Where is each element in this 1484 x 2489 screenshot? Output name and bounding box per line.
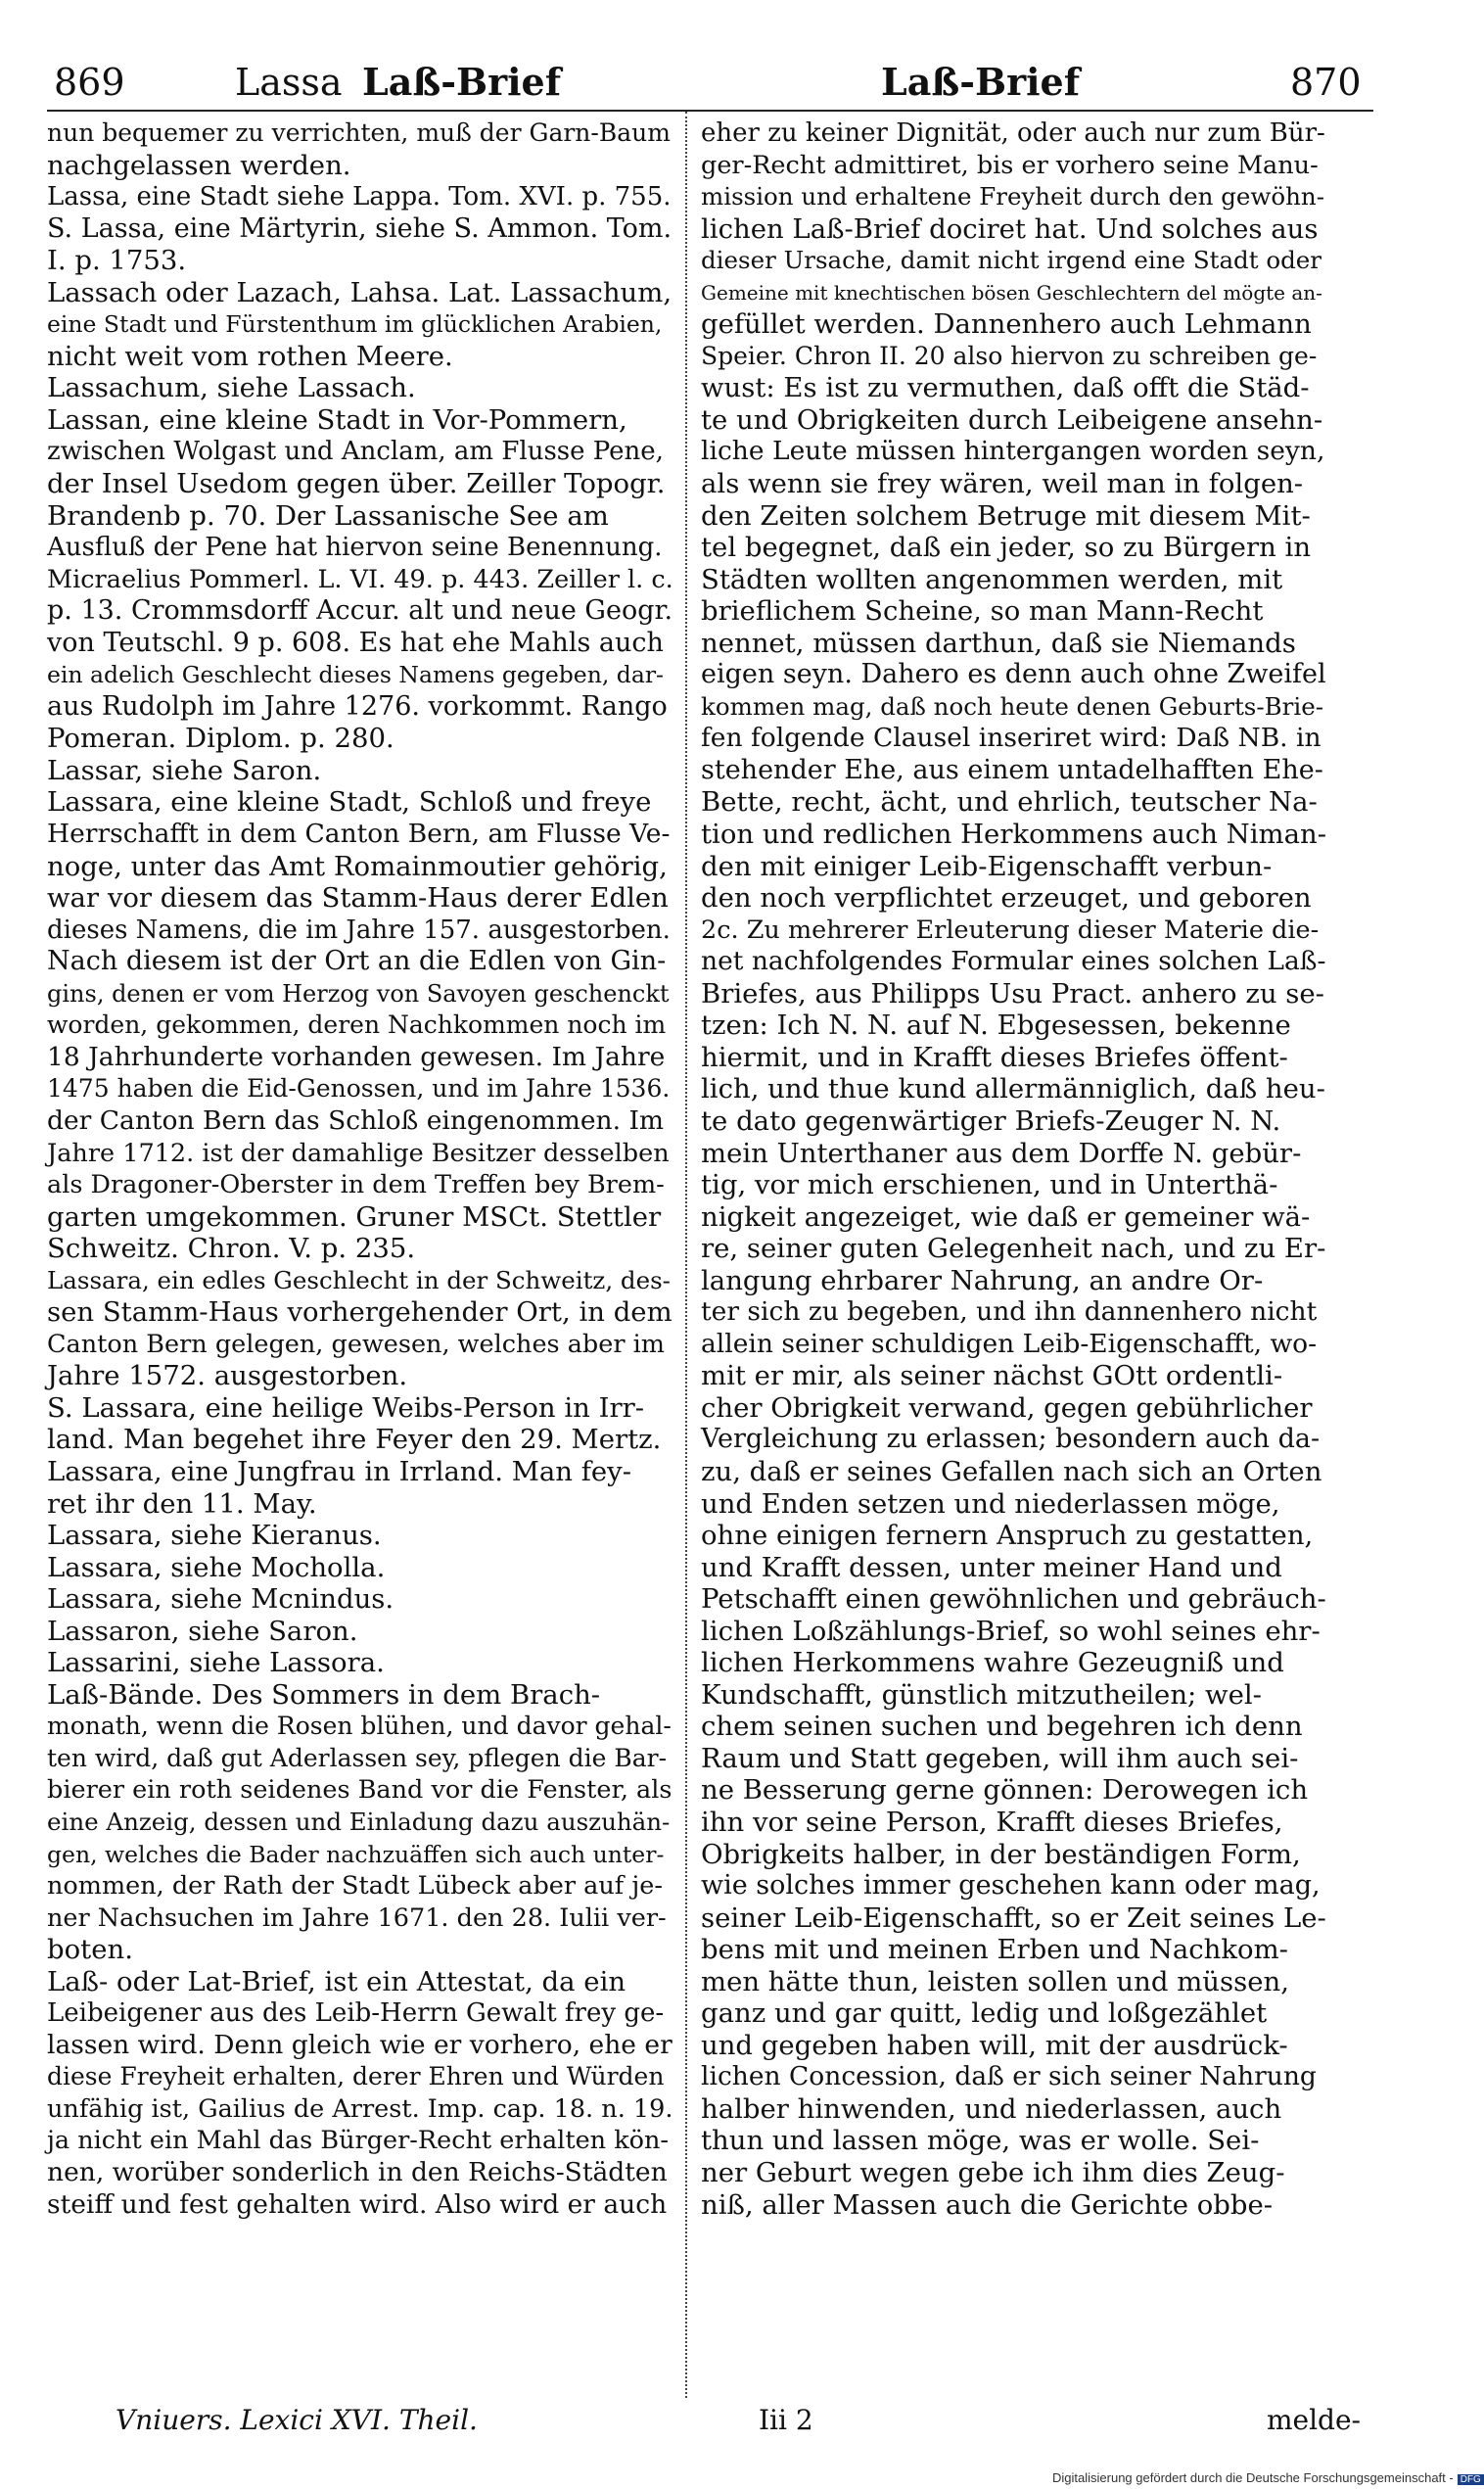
text-line: te und Obrigkeiten durch Leibeigene ansehn- [701,403,1323,436]
text-line: wie solches immer geschehen kann oder mag, [701,1870,1321,1902]
catchword: melde- [1266,2404,1361,2436]
running-title-right: Laß-Brief [881,60,1081,104]
text-line: eine Stadt und Fürstenthum im glücklichen Arabien, [47,310,663,339]
text-line: hiermit, und in Krafft dieses Briefes öffent- [701,1041,1288,1073]
text-line: ihn vor seine Person, Krafft dieses Briefes, [701,1806,1283,1838]
text-line: lassen wird. Denn gleich wie er vorhero, ehe er [47,2029,672,2060]
column-divider [685,112,687,2398]
text-line: fen folgende Clausel inseriret wird: Daß NB. in [701,723,1322,754]
running-title-left: Laß-Brief [362,60,562,104]
text-line: Raum und Statt gegeben, will ihm auch sei- [701,1742,1299,1774]
text-line: Jahre 1572. ausgestorben. [47,1360,408,1392]
text-line: als Dragoner-Oberster in dem Treffen bey Brem- [47,1170,665,1200]
text-line: ohne einigen fernern Anspruch zu gestatten, [701,1520,1314,1552]
text-line: ter sich zu begeben, und ihn dannenhero nicht [701,1296,1318,1328]
text-line: Kundschafft, günstlich mitzutheilen; wel- [701,1678,1262,1711]
dfg-logo: DFG [1458,2474,1484,2485]
text-line: Briefes, aus Philipps Usu Pract. anhero zu se- [701,977,1324,1010]
text-line: S. Lassa, eine Märtyrin, siehe S. Ammon. Tom. [47,212,672,244]
text-line: eine Anzeig, dessen und Einladung dazu auszuhän- [47,1807,671,1836]
text-line: gins, denen er vom Herzog von Savoyen geschenckt [47,979,670,1008]
text-line: zu, daß er seines Gefallen nach sich an Orten [701,1455,1322,1487]
text-line: diese Freyheit erhalten, derer Ehren und Würden [47,2062,665,2091]
text-line: tig, vor mich erschienen, und in Unterthä- [701,1169,1278,1201]
text-line: wust: Es ist zu vermuthen, daß offt die Städ- [701,372,1310,404]
digitization-credit [1052,2470,1484,2485]
text-line: Städten wollten angenommen werden, mit [701,563,1283,595]
left-column [47,117,673,2221]
text-line: lichen Herkommens wahre Gezeugniß und [701,1647,1284,1679]
text-line: thun und lassen möge, was er wolle. Sei- [701,2125,1260,2157]
text-line: Lassan, eine kleine Stadt in Vor-Pommern, [47,403,627,436]
text-line: stehender Ehe, aus einem untadelhafften Ehe- [701,754,1323,785]
text-line: steiff und fest gehalten wird. Also wird er auch [47,2188,668,2220]
header-word-left: Lassa [235,61,343,104]
text-line: Leibeigener aus des Leib-Herrn Gewalt frey ge- [47,1998,665,2029]
text-line: ja nicht ein Mahl das Bürger-Recht erhalten kön- [47,2126,670,2156]
text-line: Lassaron, siehe Saron. [47,1615,358,1647]
text-line: chem seinen suchen und begehren ich denn [701,1711,1303,1743]
text-line: 1475 haben die Eid-Genossen, und im Jahre 1536. [47,1074,671,1104]
text-line: nen, worüber sonderlich in den Reichs-Städten [47,2157,668,2187]
text-line: Gemeine mit knechtischen bösen Geschlechtern del mögte an- [701,280,1322,305]
text-line: den Zeiten solchem Betruge mit diesem Mit- [701,499,1311,532]
text-line: 2c. Zu mehrerer Erleuterung dieser Materie die- [701,915,1320,945]
text-line: Lassara, siehe Kieranus. [47,1520,382,1552]
text-line: ne Besserung gerne gönnen: Derowegen ich [701,1774,1309,1807]
text-line: aus Rudolph im Jahre 1276. vorkommt. Rango [47,690,668,722]
text-line: Lassarini, siehe Lassora. [47,1647,385,1679]
text-line: S. Lassara, eine heilige Weibs-Person in Irr- [47,1391,645,1424]
text-line: langung ehrbarer Nahrung, an andre Or- [701,1264,1264,1296]
text-line: Lassachum, siehe Lassach. [47,372,416,404]
text-line: nommen, der Rath der Stadt Lübeck aber auf je- [47,1871,663,1902]
text-line: als wenn sie frey wären, weil man in folgen- [701,468,1304,500]
text-line: liche Leute müssen hintergangen worden seyn, [701,436,1325,467]
text-line: Lassach oder Lazach, Lahsa. Lat. Lassachum, [47,276,672,308]
text-line: Lassara, eine kleine Stadt, Schloß und freye [47,786,652,819]
text-line: ger-Recht admittiret, bis er vorhero seine Manu- [701,150,1319,180]
text-line: Canton Bern gelegen, gewesen, welches aber im [47,1329,665,1359]
text-line: lich, und thue kund allermänniglich, daß heu- [701,1073,1325,1105]
text-line: Brandenb p. 70. Der Lassanische See am [47,499,609,532]
text-line: ner Nachsuchen im Jahre 1671. den 28. Iulii ver- [47,1902,667,1933]
text-line: Lassara, eine Jungfrau in Irrland. Man fey- [47,1455,631,1487]
text-line: p. 13. Crommsdorff Accur. alt und neue Geogr. [47,595,673,627]
text-line: land. Man begehet ihre Feyer den 29. Mertz. [47,1424,662,1456]
text-line: Pomeran. Diplom. p. 280. [47,723,394,755]
text-line: noge, unter das Amt Romainmoutier gehörig, [47,850,668,882]
text-line: 18 Jahrhunderte vorhanden gewesen. Im Jahre [47,1041,666,1072]
text-line: brieflichem Scheine, so man Mann-Recht [701,595,1264,628]
text-line: tzen: Ich N. N. auf N. Ebgesessen, bekenne [701,1010,1291,1042]
text-line: worden, gekommen, deren Nachkommen noch im [47,1010,667,1040]
text-line: dieses Namens, die im Jahre 157. ausgestorben. [47,915,671,945]
text-line: seiner Leib-Eigenschafft, so er Zeit seines Le- [701,1902,1326,1934]
text-line: Lassara, ein edles Geschlecht in der Schweitz, des- [47,1265,671,1294]
page-number-left: 869 [54,61,125,104]
text-line: Lassara, siehe Mocholla. [47,1551,386,1583]
text-line: nachgelassen werden. [47,149,351,181]
text-line: der Canton Bern das Schloß eingenommen. Im [47,1104,665,1136]
text-line: boten. [47,1934,133,1966]
text-line: sen Stamm-Haus vorhergehender Ort, in dem [47,1296,672,1329]
text-line: der Insel Usedom gegen über. Zeiller Topogr. [47,468,666,500]
text-line: ten wird, daß gut Aderlassen sey, pflegen die Bar- [47,1743,668,1772]
text-line: war vor diesem das Stamm-Haus derer Edlen [47,882,669,915]
text-line: garten umgekommen. Gruner MSCt. Stettler [47,1200,662,1233]
text-line: lichen Concession, daß er sich seiner Nahrung [701,2061,1317,2092]
text-line: gen, welches die Bader nachzuäffen sich auch unter- [47,1840,665,1868]
text-line: men hätte thun, leisten sollen und müssen, [701,1965,1289,1997]
text-line: Nach diesem ist der Ort an die Edlen von Gin- [47,946,667,977]
text-line: allein seiner schuldigen Leib-Eigenschafft, wo- [701,1328,1318,1359]
text-line: Bette, recht, ächt, und ehrlich, teutscher Na- [701,786,1318,819]
page-footer [49,2404,1370,2453]
text-line: mein Unterthaner aus dem Dorffe N. gebür- [701,1137,1302,1169]
signature-line: Vniuers. Lexici XVI. Theil. [116,2404,478,2436]
text-line: den noch verpflichtet erzeuget, und geboren [701,882,1312,915]
text-line: eher zu keiner Dignität, oder auch nur zum Bür- [701,118,1325,148]
text-line: re, seiner guten Gelegenheit nach, und zu Er- [701,1233,1326,1265]
text-line: nigkeit angezeiget, wie daß er gemeiner wä- [701,1200,1311,1233]
sheet-mark: Iii 2 [759,2404,813,2436]
text-line: net nachfolgendes Formular eines solchen Laß- [701,946,1326,977]
text-line: bierer ein roth seidenes Band vor die Fenster, als [47,1775,672,1806]
text-line: ganz und gar quitt, ledig und loßgezählet [701,1997,1268,2030]
text-line: monath, wenn die Rosen blühen, und davor gehal- [47,1712,672,1741]
text-line: und Krafft dessen, unter meiner Hand und [701,1551,1282,1583]
text-line: eigen seyn. Dahero es denn auch ohne Zweifel [701,659,1326,690]
text-line: bens mit und meinen Erben und Nachkom- [701,1934,1288,1966]
text-line: ner Geburt wegen gebe ich ihm dies Zeug- [701,2157,1285,2188]
text-line: Lassar, siehe Saron. [47,754,322,786]
page-header [49,51,1370,110]
text-line: gefüllet werden. Dannenhero auch Lehmann [701,308,1312,341]
text-line: unfähig ist, Gailius de Arrest. Imp. cap. 18. n. 19. [47,2093,673,2124]
text-line: Lassara, siehe Mcnindus. [47,1583,394,1616]
text-line: nun bequemer zu verrichten, muß der Garn-Baum [47,118,671,147]
text-line: Ausfluß der Pene hat hiervon seine Benennung. [47,533,663,563]
text-line: ein adelich Geschlecht dieses Namens gegeben, dar- [47,661,665,689]
text-line: und Enden setzen und niederlassen möge, [701,1487,1280,1520]
text-line: kommen mag, daß noch heute denen Geburts-Brie- [701,691,1323,721]
text-line: und gegeben haben will, mit der ausdrück- [701,2029,1288,2061]
text-line: den mit einiger Leib-Eigenschafft verbun- [701,850,1273,882]
text-line: cher Obrigkeit verwand, gegen gebührlicher [701,1391,1313,1424]
header-rule [47,110,1373,112]
text-line: Speier. Chron II. 20 also hiervon zu schreiben ge- [701,341,1318,370]
right-column [701,117,1327,2221]
text-line: Petschafft einen gewöhnlichen und gebräuch- [701,1583,1326,1616]
text-line: von Teutschl. 9 p. 608. Es hat ehe Mahls auch [47,627,664,658]
text-line: tel begegnet, daß ein jeder, so zu Bürgern in [701,532,1312,564]
text-line: dieser Ursache, damit nicht irgend eine Stadt oder [701,246,1322,275]
page-number-right: 870 [1290,61,1362,104]
text-line: mission und erhaltene Freyheit durch den gewöhn- [701,182,1324,211]
text-line: ret ihr den 11. May. [47,1487,317,1520]
text-line: zwischen Wolgast und Anclam, am Flusse Pene, [47,437,664,467]
text-line: lichen Loßzählungs-Brief, so wohl seines ehr- [701,1615,1321,1647]
text-line: Laß-Bände. Des Sommers in dem Brach- [47,1678,601,1711]
text-line: tion und redlichen Herkommens auch Niman- [701,819,1326,851]
text-line: halber hinwenden, und niederlassen, auch [701,2092,1282,2125]
text-line: Herrschafft in dem Canton Bern, am Flusse Ve- [47,819,671,850]
text-line: Vergleichung zu erlassen; besondern auch da- [701,1424,1321,1455]
credit-text: Digitalisierung gefördert durch die Deutsche Forschungsgemeinschaft - [1052,2470,1454,2485]
text-line: Jahre 1712. ist der damahlige Besitzer desselben [47,1138,670,1168]
text-line: Obrigkeits halber, in der beständigen Form, [701,1838,1301,1870]
text-line: Lassa, eine Stadt siehe Lappa. Tom. XVI. p. 755. [47,182,672,212]
text-line: niß, aller Massen auch die Gerichte obbe- [701,2188,1274,2221]
text-line: lichen Laß-Brief dociret hat. Und solches aus [701,212,1319,245]
text-line: nennet, müssen darthun, daß sie Niemands [701,627,1296,659]
text-line: I. p. 1753. [47,245,187,277]
text-line: mit er mir, als seiner nächst GOtt ordentli- [701,1360,1283,1392]
text-line: Micraelius Pommerl. L. VI. 49. p. 443. Zeiller l. c. [47,564,673,594]
text-line: Laß- oder Lat-Brief, ist ein Attestat, da ein [47,1965,626,1997]
text-line: nicht weit vom rothen Meere. [47,340,453,372]
text-line: Schweitz. Chron. V. p. 235. [47,1233,416,1265]
text-line: te dato gegenwärtiger Briefs-Zeuger N. N. [701,1104,1281,1137]
